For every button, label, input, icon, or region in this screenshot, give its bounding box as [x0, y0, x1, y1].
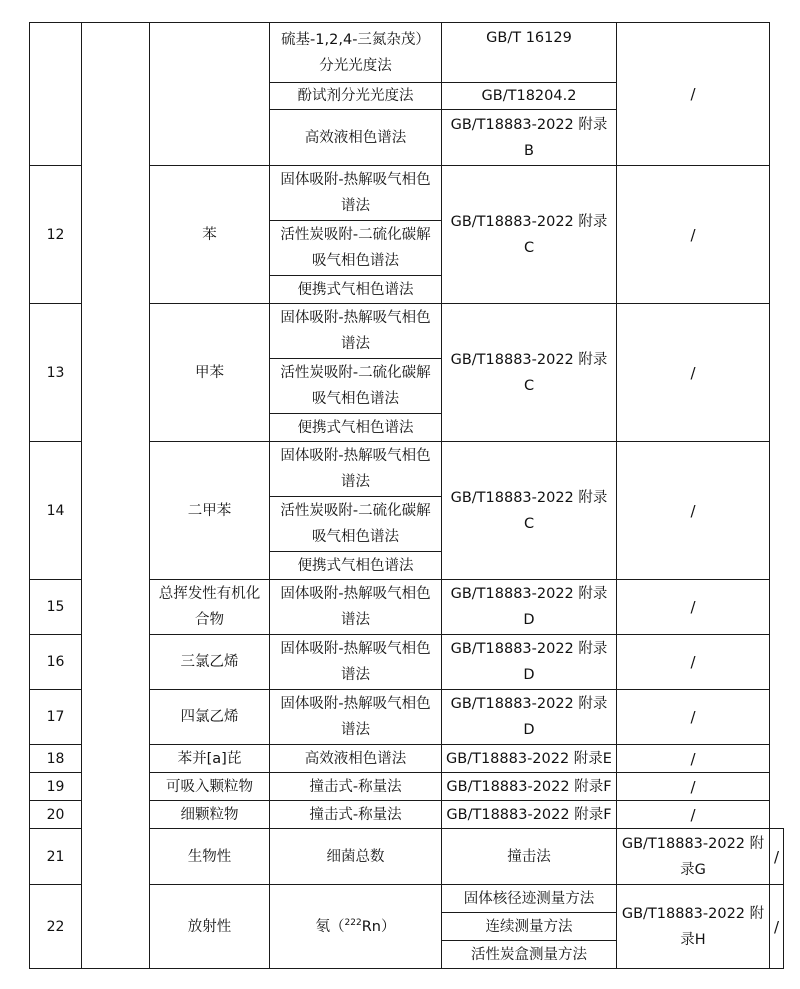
item-cell: [270, 885, 442, 969]
note-cell: /: [617, 690, 770, 745]
method-cell: 固体吸附-热解吸气相色谱法: [270, 166, 442, 221]
isotope-mass-number: 222: [344, 917, 362, 928]
note-cell: /: [617, 745, 770, 773]
item-cell: 细菌总数: [270, 829, 442, 885]
standard-cell: GB/T18883-2022 附录C: [442, 166, 617, 304]
method-cell: 撞击法: [442, 829, 617, 885]
method-cell: 固体吸附-热解吸气相色谱法: [270, 635, 442, 690]
method-cell: 活性炭吸附-二硫化碳解吸气相色谱法: [270, 359, 442, 414]
standard-cell: GB/T18883-2022 附录H: [617, 885, 770, 969]
method-cell: 撞击式-称量法: [270, 801, 442, 829]
category-cell: [82, 23, 150, 969]
method-cell: 活性炭吸附-二硫化碳解吸气相色谱法: [270, 221, 442, 276]
row-number-cell: 16: [30, 635, 82, 690]
item-cell: 四氯乙烯: [150, 690, 270, 745]
method-cell: 高效液相色谱法: [270, 110, 442, 166]
standard-cell: GB/T18883-2022 附录E: [442, 745, 617, 773]
row-number-cell: [30, 23, 82, 166]
item-cell: 可吸入颗粒物: [150, 773, 270, 801]
method-cell: 便携式气相色谱法: [270, 276, 442, 304]
method-cell: 固体吸附-热解吸气相色谱法: [270, 304, 442, 359]
item-cell: 细颗粒物: [150, 801, 270, 829]
item-text-suffix: Rn）: [361, 918, 396, 935]
item-cell: 三氯乙烯: [150, 635, 270, 690]
method-cell: 撞击式-称量法: [270, 773, 442, 801]
row-number-cell: 14: [30, 442, 82, 580]
standard-cell: GB/T18883-2022 附录D: [442, 635, 617, 690]
standard-cell: GB/T18883-2022 附录F: [442, 773, 617, 801]
row-number-cell: 17: [30, 690, 82, 745]
standard-cell: GB/T18883-2022 附录C: [442, 304, 617, 442]
item-cell: 苯: [150, 166, 270, 304]
method-cell: 高效液相色谱法: [270, 745, 442, 773]
row-number-cell: 19: [30, 773, 82, 801]
method-cell: 连续测量方法: [442, 913, 617, 941]
method-cell: 固体吸附-热解吸气相色谱法: [270, 690, 442, 745]
method-cell: 固体核径迹测量方法: [442, 885, 617, 913]
method-cell: 便携式气相色谱法: [270, 552, 442, 580]
row-number-cell: 20: [30, 801, 82, 829]
standard-cell: GB/T18883-2022 附录G: [617, 829, 770, 885]
standard-cell: GB/T18883-2022 附录D: [442, 690, 617, 745]
item-text-prefix: 氡（: [315, 918, 345, 935]
standard-cell: GB/T 16129: [442, 23, 617, 83]
note-cell: /: [617, 23, 770, 166]
row-number-cell: 12: [30, 166, 82, 304]
row-number-cell: 13: [30, 304, 82, 442]
row-number-cell: 15: [30, 580, 82, 635]
standards-table-container: [29, 22, 784, 969]
method-cell: 活性炭吸附-二硫化碳解吸气相色谱法: [270, 497, 442, 552]
category-cell: 生物性: [150, 829, 270, 885]
standard-cell: GB/T18883-2022 附录D: [442, 580, 617, 635]
note-cell: /: [770, 885, 784, 969]
note-cell: /: [617, 580, 770, 635]
standard-cell: GB/T18204.2: [442, 83, 617, 110]
method-cell: 活性炭盒测量方法: [442, 941, 617, 969]
item-cell: 苯并[a]芘: [150, 745, 270, 773]
method-cell: 固体吸附-热解吸气相色谱法: [270, 442, 442, 497]
row-number-cell: 22: [30, 885, 82, 969]
note-cell: /: [617, 635, 770, 690]
item-cell: 二甲苯: [150, 442, 270, 580]
method-cell: 便携式气相色谱法: [270, 414, 442, 442]
note-cell: /: [617, 304, 770, 442]
note-cell: /: [770, 829, 784, 885]
item-cell: 总挥发性有机化合物: [150, 580, 270, 635]
row-number-cell: 21: [30, 829, 82, 885]
test-methods-table: [29, 22, 784, 969]
method-cell: 酚试剂分光光度法: [270, 83, 442, 110]
item-cell: [150, 23, 270, 166]
note-cell: /: [617, 166, 770, 304]
category-cell: 放射性: [150, 885, 270, 969]
item-cell: 甲苯: [150, 304, 270, 442]
standard-cell: GB/T18883-2022 附录B: [442, 110, 617, 166]
note-cell: /: [617, 773, 770, 801]
row-number-cell: 18: [30, 745, 82, 773]
standard-cell: GB/T18883-2022 附录C: [442, 442, 617, 580]
table-row: [30, 23, 784, 83]
standard-cell: GB/T18883-2022 附录F: [442, 801, 617, 829]
method-cell: 硫基-1,2,4-三氮杂茂）分光光度法: [270, 23, 442, 83]
note-cell: /: [617, 801, 770, 829]
note-cell: /: [617, 442, 770, 580]
method-cell: 固体吸附-热解吸气相色谱法: [270, 580, 442, 635]
